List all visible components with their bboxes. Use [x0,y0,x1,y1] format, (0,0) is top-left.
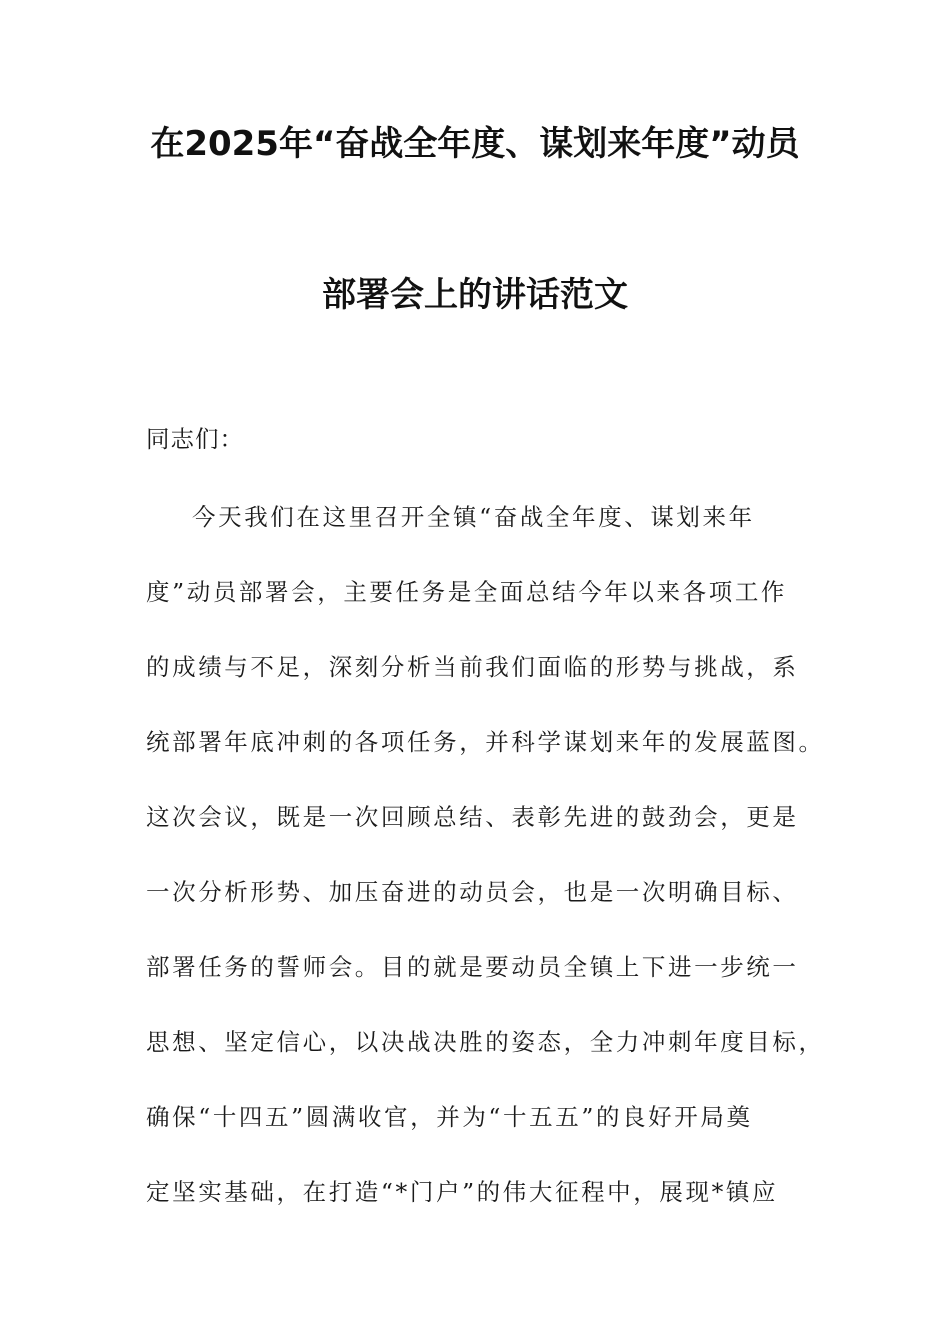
paragraph-line: 部署任务的誓师会。目的就是要动员全镇上下进一步统一 [146,953,799,981]
paragraph-line: 确保“十四五”圆满收官，并为“十五五”的良好开局奠 [146,1103,753,1131]
paragraph-line: 的成绩与不足，深刻分析当前我们面临的形势与挑战，系 [146,653,799,681]
paragraph-line: 这次会议，既是一次回顾总结、表彰先进的鼓劲会，更是 [146,803,799,831]
paragraph-line: 统部署年底冲刺的各项任务，并科学谋划来年的发展蓝图。 [146,728,825,756]
document-title-line-2: 部署会上的讲话范文 [322,275,628,315]
paragraph-line: 一次分析形势、加压奋进的动员会，也是一次明确目标、 [146,878,799,906]
paragraph-line: 今天我们在这里召开全镇“奋战全年度、谋划来年 [192,503,755,531]
salutation: 同志们： [146,425,244,453]
paragraph-line: 度”动员部署会，主要任务是全面总结今年以来各项工作 [146,578,788,606]
document-title-line-1: 在2025年“奋战全年度、谋划来年度”动员 [150,124,800,164]
paragraph-line: 思想、坚定信心，以决战决胜的姿态，全力冲刺年度目标， [146,1028,825,1056]
paragraph-line: 定坚实基础，在打造“*门户”的伟大征程中，展现*镇应 [146,1178,779,1206]
